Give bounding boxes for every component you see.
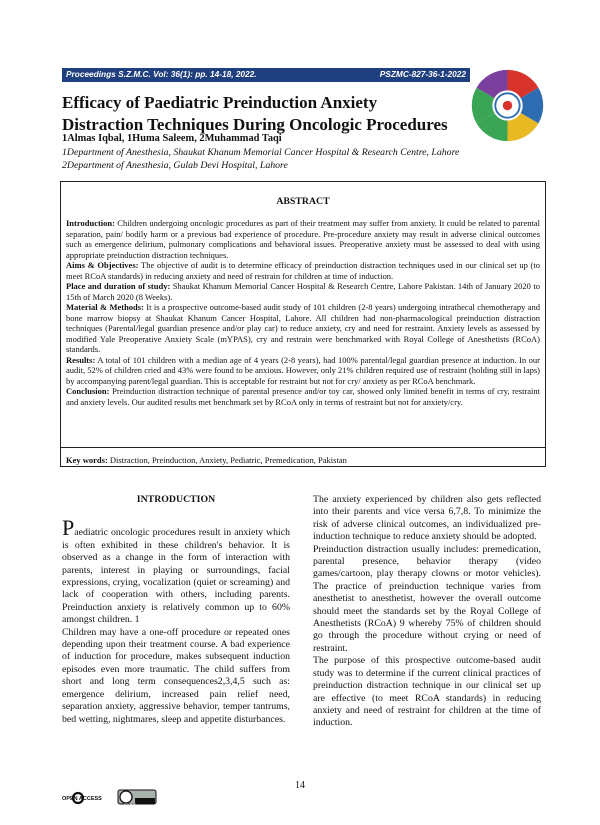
- keywords: [66, 455, 540, 465]
- label-keywords: Key words:: [66, 455, 108, 465]
- journal-citation: Proceedings S.Z.M.C. Vol: 36(1): pp. 14-18, 2022.: [66, 69, 257, 79]
- abstract-box: [60, 181, 546, 467]
- label-conclusion: Conclusion:: [66, 386, 110, 396]
- section-heading-introduction: INTRODUCTION: [136, 494, 216, 505]
- open-access-label: OPEN ACCESS: [62, 796, 102, 802]
- text-keywords: Distraction, Preinduction, Anxiety, Pediatric, Premedication, Pakistan: [109, 455, 347, 465]
- abstract-introduction: [66, 218, 540, 260]
- text-results: A total of 101 children with a median age of 4 years (2-8 years), had 100% parental/legal guardian presence at induction. In our audit, 52% of children cried and 43% were found to be anxious. However, only 21% children required use of restraint (holding still in laps) by accompanying parent/legal guardian. This is acceptable for restraint but not for cry/ anxiety as per RCoA benchmark.: [66, 354, 540, 386]
- affiliation-1: 1Department of Anesthesia, Shaukat Khanum Memorial Cancer Hospital & Research Centre, Lahore: [62, 147, 460, 158]
- abstract-place: [66, 281, 540, 302]
- paragraph: The purpose of this prospective outcome-based audit study was to determine if the current clinical practices of preinduction distraction technique in our clinical set up are effective (to meet RCoA standards) in reducing anxiety and need of restraint for children at the time of induction.: [313, 655, 541, 729]
- text-aims: The objective of audit is to determine efficacy of preinduction distraction techniques used in our clinical set up (to meet RCoA standards) in reducing anxiety and need of restrain for children at time of induction.: [66, 260, 540, 281]
- abstract-results: [66, 355, 540, 387]
- abstract-conclusion: [66, 386, 540, 407]
- body-column-right: [313, 494, 541, 730]
- drop-cap: P: [62, 515, 75, 541]
- article-code: PSZMC-827-36-1-2022: [379, 69, 466, 79]
- label-place: Place and duration of study:: [66, 281, 171, 291]
- paragraph: Children may have a one-off procedure or repeated ones depending upon their treatment course. A bad experience of induction for procedure, makes subsequent induction episodes even more traumatic. The child suffers from short and long term consequences2,3,4,5 such as: emergence delirium, increased pain relief need, separation anxiety, aggressive behavior, temper tantrums, bed wetting, nightmares, sleep and appetite disturbances.: [62, 626, 290, 725]
- label-introduction: Introduction:: [66, 218, 115, 228]
- text-conclusion: Preinduction distraction technique of parental presence and/or toy car, showed only limited benefit in terms of cry, restraint and anxiety levels. Our audited results met benchmark set by RCoA only in terms of restraint but not for anxiety/cry.: [66, 386, 541, 407]
- paragraph-text: aediatric oncologic procedures result in anxiety which is often exhibited in these children's behavior. It is observed as a change in the form of interaction with parents, interest in playing or surroundings, facial expressions, crying, vocalization (quiet or screaming) and lack of cooperation with others, including parents. Preinduction anxiety is relatively common up to 60% amongst children. 1: [62, 527, 290, 626]
- journal-header-bar: [62, 68, 470, 82]
- abstract-aims: [66, 260, 540, 281]
- article-title-line-1: Efficacy of Paediatric Preinduction Anxiety: [62, 93, 378, 112]
- body-column-left: [62, 494, 290, 726]
- author-list: 1Almas Iqbal, 1Huma Saleem, 2Muhammad Taqi: [62, 133, 282, 144]
- license-label: cc BY: [124, 802, 136, 807]
- paragraph: Preinduction distraction usually includes: premedication, parental presence, behavior therapy (video games/cartoon, play therapy clowns or motor vehicles). The practice of preinduction technique varies from anesthetist to anesthetist, however the overall outcome should meet the standards set by the Royal College of Anesthetists (RCoA) 9 whereby 75% of children should go through the procedure without crying or need of restraint.: [313, 543, 541, 654]
- abstract-methods: [66, 302, 540, 355]
- label-methods: Material & Methods:: [66, 302, 144, 312]
- page-number: 14: [295, 780, 305, 791]
- text-introduction: Children undergoing oncologic procedures as part of their treatment may suffer from anxiety. It could be related to parental separation, pain/ bodily harm or a previous bad experience of procedure. Pre-procedure anxiety may result in adverse clinical outcomes such as emergence delirium, pulmonary complications and behavioral issues. Preoperative anxiety must be assessed to deal with using appropriate preinduction distraction techniques.: [66, 218, 540, 260]
- open-access-icon: [62, 793, 102, 803]
- text-methods: It is a prospective outcome-based audit study of 101 children (2-8 years) undergoing intrathecal chemotherapy and bone marrow biopsy at Shaukat Khanum Cancer Hospital, Lahore. All children had non-pharmacological preinduction distraction techniques (Parental/legal guardian presence and/or play car) to reduce anxiety, cry and need for restraint. Anxiety levels as assessed by modified Yale Preoperative Anxiety Scale (mYPAS), cry and restrain were benchmarked with Royal College of Anesthetists (RCoA) standards.: [66, 302, 541, 354]
- label-results: Results:: [66, 354, 96, 365]
- article-title-line-2: Distraction Techniques During Oncologic Procedures: [62, 115, 448, 134]
- paragraph: The anxiety experienced by children also gets reflected into their parents and vice versa 6,7,8. To minimize the risk of adverse clinical outcomes, an individualized pre-induction technique to reduce anxiety should be adopted.: [313, 494, 541, 543]
- affiliation-2: 2Department of Anesthesia, Gulab Devi Hospital, Lahore: [62, 160, 288, 171]
- paragraph: [62, 515, 290, 626]
- abstract-body: [66, 218, 540, 407]
- label-aims: Aims & Objectives:: [66, 260, 139, 270]
- text-place: Shaukat Khanum Memorial Cancer Hospital & Research Centre, Lahore Pakistan. 14th of January 2020 to 15th of March 2020 (8 Weeks).: [66, 281, 541, 302]
- article-title: [62, 92, 482, 136]
- cc-by-license-icon: [118, 790, 156, 807]
- abstract-heading: ABSTRACT: [276, 196, 330, 207]
- keywords-divider: [61, 447, 545, 448]
